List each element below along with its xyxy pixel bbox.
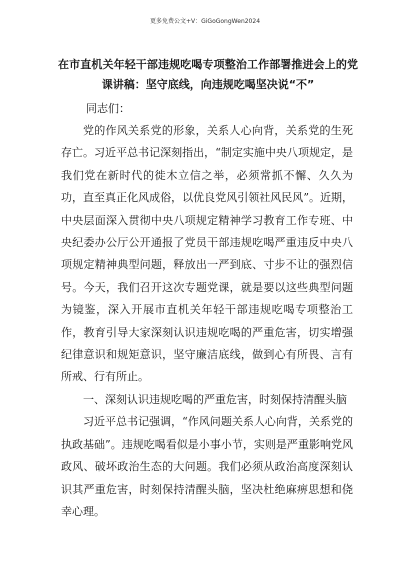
body-paragraph: 习近平总书记强调，“作风问题关系人心向背，关系党的执政基础”。违规吃喝看似是小事小节，实则是严重影响党风政风、破坏政治生态的大问题。我们必须从政治高度深刻认识其严重危害，时刻保持清醒头脑，坚决杜绝麻痹思想和侥幸心理。	[61, 415, 353, 518]
body-paragraph: 党的作风关系党的形象，关系人心向背，关系党的生死存亡。习近平总书记深刻指出，“制定实施中央八项规定，是我们党在新时代的徙木立信之举，必须常抓不懈、久久为功，直至真正化风成俗，以优良党风引领社风民风”。近期，中央层面深入贯彻中央八项规定精神学习教育工作专班、中央纪委办公厅公开通报了党员干部违规吃喝严重违反中央八项规定精神典型问题，释放出一严到底、寸步不让的强烈信号。今天，我们召开这次专题党课，就是要以这些典型问题为镜鉴，深入开展市直机关年轻干部违规吃喝专项整治工作，教育引导大家深刻认识违规吃喝的严重危害，切实增强纪律意识和规矩意识，坚守廉洁底线，做到心有所畏、言有所戒、行有所止。	[61, 124, 353, 384]
document-title: 在市直机关年轻干部违规吃喝专项整治工作部署推进会上的党课讲稿：坚守底线，向违规吃喝坚决说“不”	[58, 58, 358, 91]
header-note: 更多免费公文+V：GiGoGongWen2024	[149, 18, 261, 25]
section-heading: 一、深刻认识违规吃喝的严重危害，时刻保持清醒头脑	[83, 392, 347, 406]
document-body	[61, 120, 353, 523]
salutation: 同志们：	[86, 102, 130, 115]
